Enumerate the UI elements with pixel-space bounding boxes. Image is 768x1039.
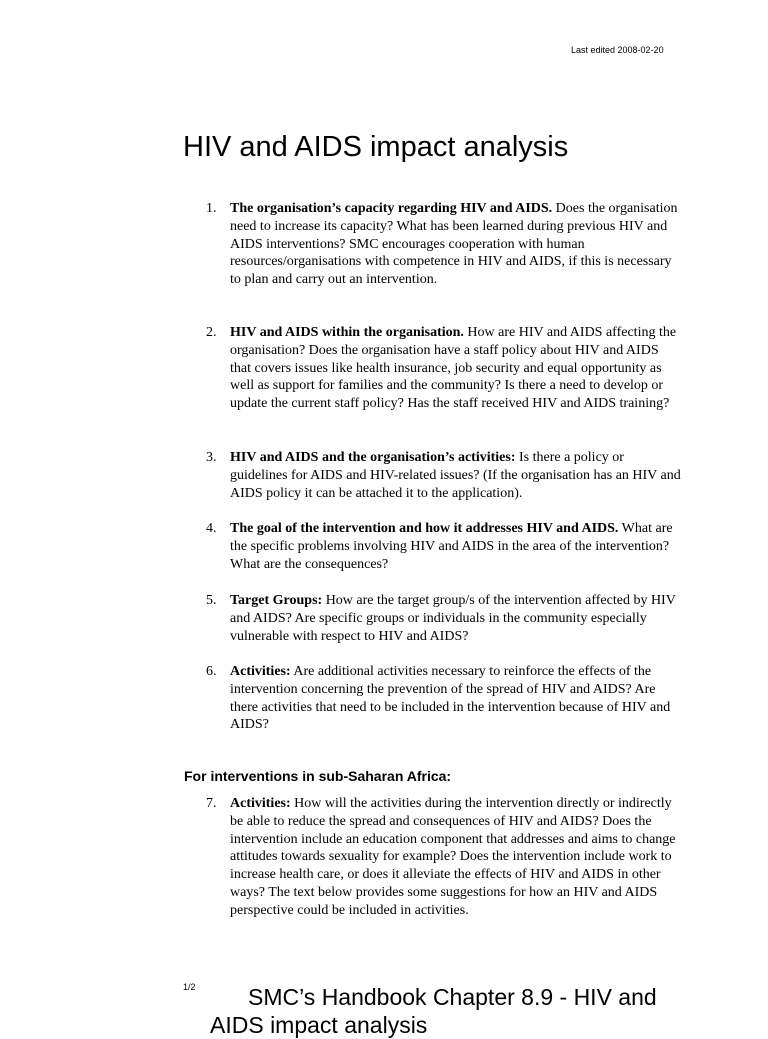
item-text: Are additional activities necessary to reinforce the effects of the intervention concerning the prevention of the spread of HIV and AIDS? Are there activities that need to be included in the intervention because of HIV and AIDS? bbox=[230, 664, 671, 733]
item-heading: The goal of the intervention and how it addresses HIV and AIDS. bbox=[230, 521, 619, 536]
item-number: 7. bbox=[206, 796, 217, 811]
item-number: 6. bbox=[206, 664, 217, 679]
last-edited-date: Last edited 2008-02-20 bbox=[571, 45, 664, 55]
item-number: 5. bbox=[206, 593, 217, 608]
item-text: How are the target group/s of the intervention affected by HIV and AIDS? Are specific groups or individuals in the community especially vulnerable with respect to HIV and AIDS? bbox=[230, 593, 676, 644]
item-number: 2. bbox=[206, 325, 217, 340]
item-text: How will the activities during the intervention directly or indirectly be able to reduce the spread and consequences of HIV and AIDS? Does the intervention include an education component that addresses and aims to change attitudes towards sexuality for example? Does the intervention include work to increase health care, or does it alleviate the effects of HIV and AIDS in other ways? The text below provides some suggestions for how an HIV and AIDS perspective could be included in activities. bbox=[230, 796, 676, 918]
list-item bbox=[206, 520, 682, 573]
item-heading: Activities: bbox=[230, 664, 291, 679]
item-number: 3. bbox=[206, 450, 217, 465]
item-heading: HIV and AIDS within the organisation. bbox=[230, 325, 464, 340]
page-title: HIV and AIDS impact analysis bbox=[183, 131, 569, 163]
list-item bbox=[206, 324, 682, 413]
item-number: 1. bbox=[206, 201, 217, 216]
list-item bbox=[206, 449, 682, 502]
list-item bbox=[206, 795, 682, 920]
item-text: Does the organisation need to increase its capacity? What has been learned during previous HIV and AIDS interventions? SMC encourages cooperation with human resources/organisations with competence in HIV and AIDS, if this is necessary to plan and carry out an intervention. bbox=[230, 201, 678, 288]
list-item bbox=[206, 200, 682, 289]
item-text: Is there a policy or guidelines for AIDS and HIV-related issues? (If the organisation has an HIV and AIDS policy it can be attached it to the application). bbox=[230, 450, 681, 501]
item-number: 4. bbox=[206, 521, 217, 536]
section-subheading: For interventions in sub-Saharan Africa: bbox=[184, 768, 452, 784]
item-heading: The organisation’s capacity regarding HIV and AIDS. bbox=[230, 201, 553, 216]
item-text: How are HIV and AIDS affecting the organisation? Does the organisation have a staff policy about HIV and AIDS that covers issues like health insurance, job security and equal opportunity as well as support for families and the community? Is there a need to develop or update the current staff policy? Has the staff received HIV and AIDS training? bbox=[230, 325, 677, 412]
item-heading: Activities: bbox=[230, 796, 291, 811]
list-item bbox=[206, 592, 682, 645]
item-heading: Target Groups: bbox=[230, 593, 323, 608]
page-number: 1/2 bbox=[183, 982, 196, 992]
footer-title: SMC’s Handbook Chapter 8.9 - HIV and AIDS impact analysis bbox=[210, 984, 657, 1038]
item-heading: HIV and AIDS and the organisation’s activities: bbox=[230, 450, 516, 465]
item-text: What are the specific problems involving HIV and AIDS in the area of the intervention? What are the consequences? bbox=[230, 521, 673, 572]
list-item bbox=[206, 663, 682, 734]
